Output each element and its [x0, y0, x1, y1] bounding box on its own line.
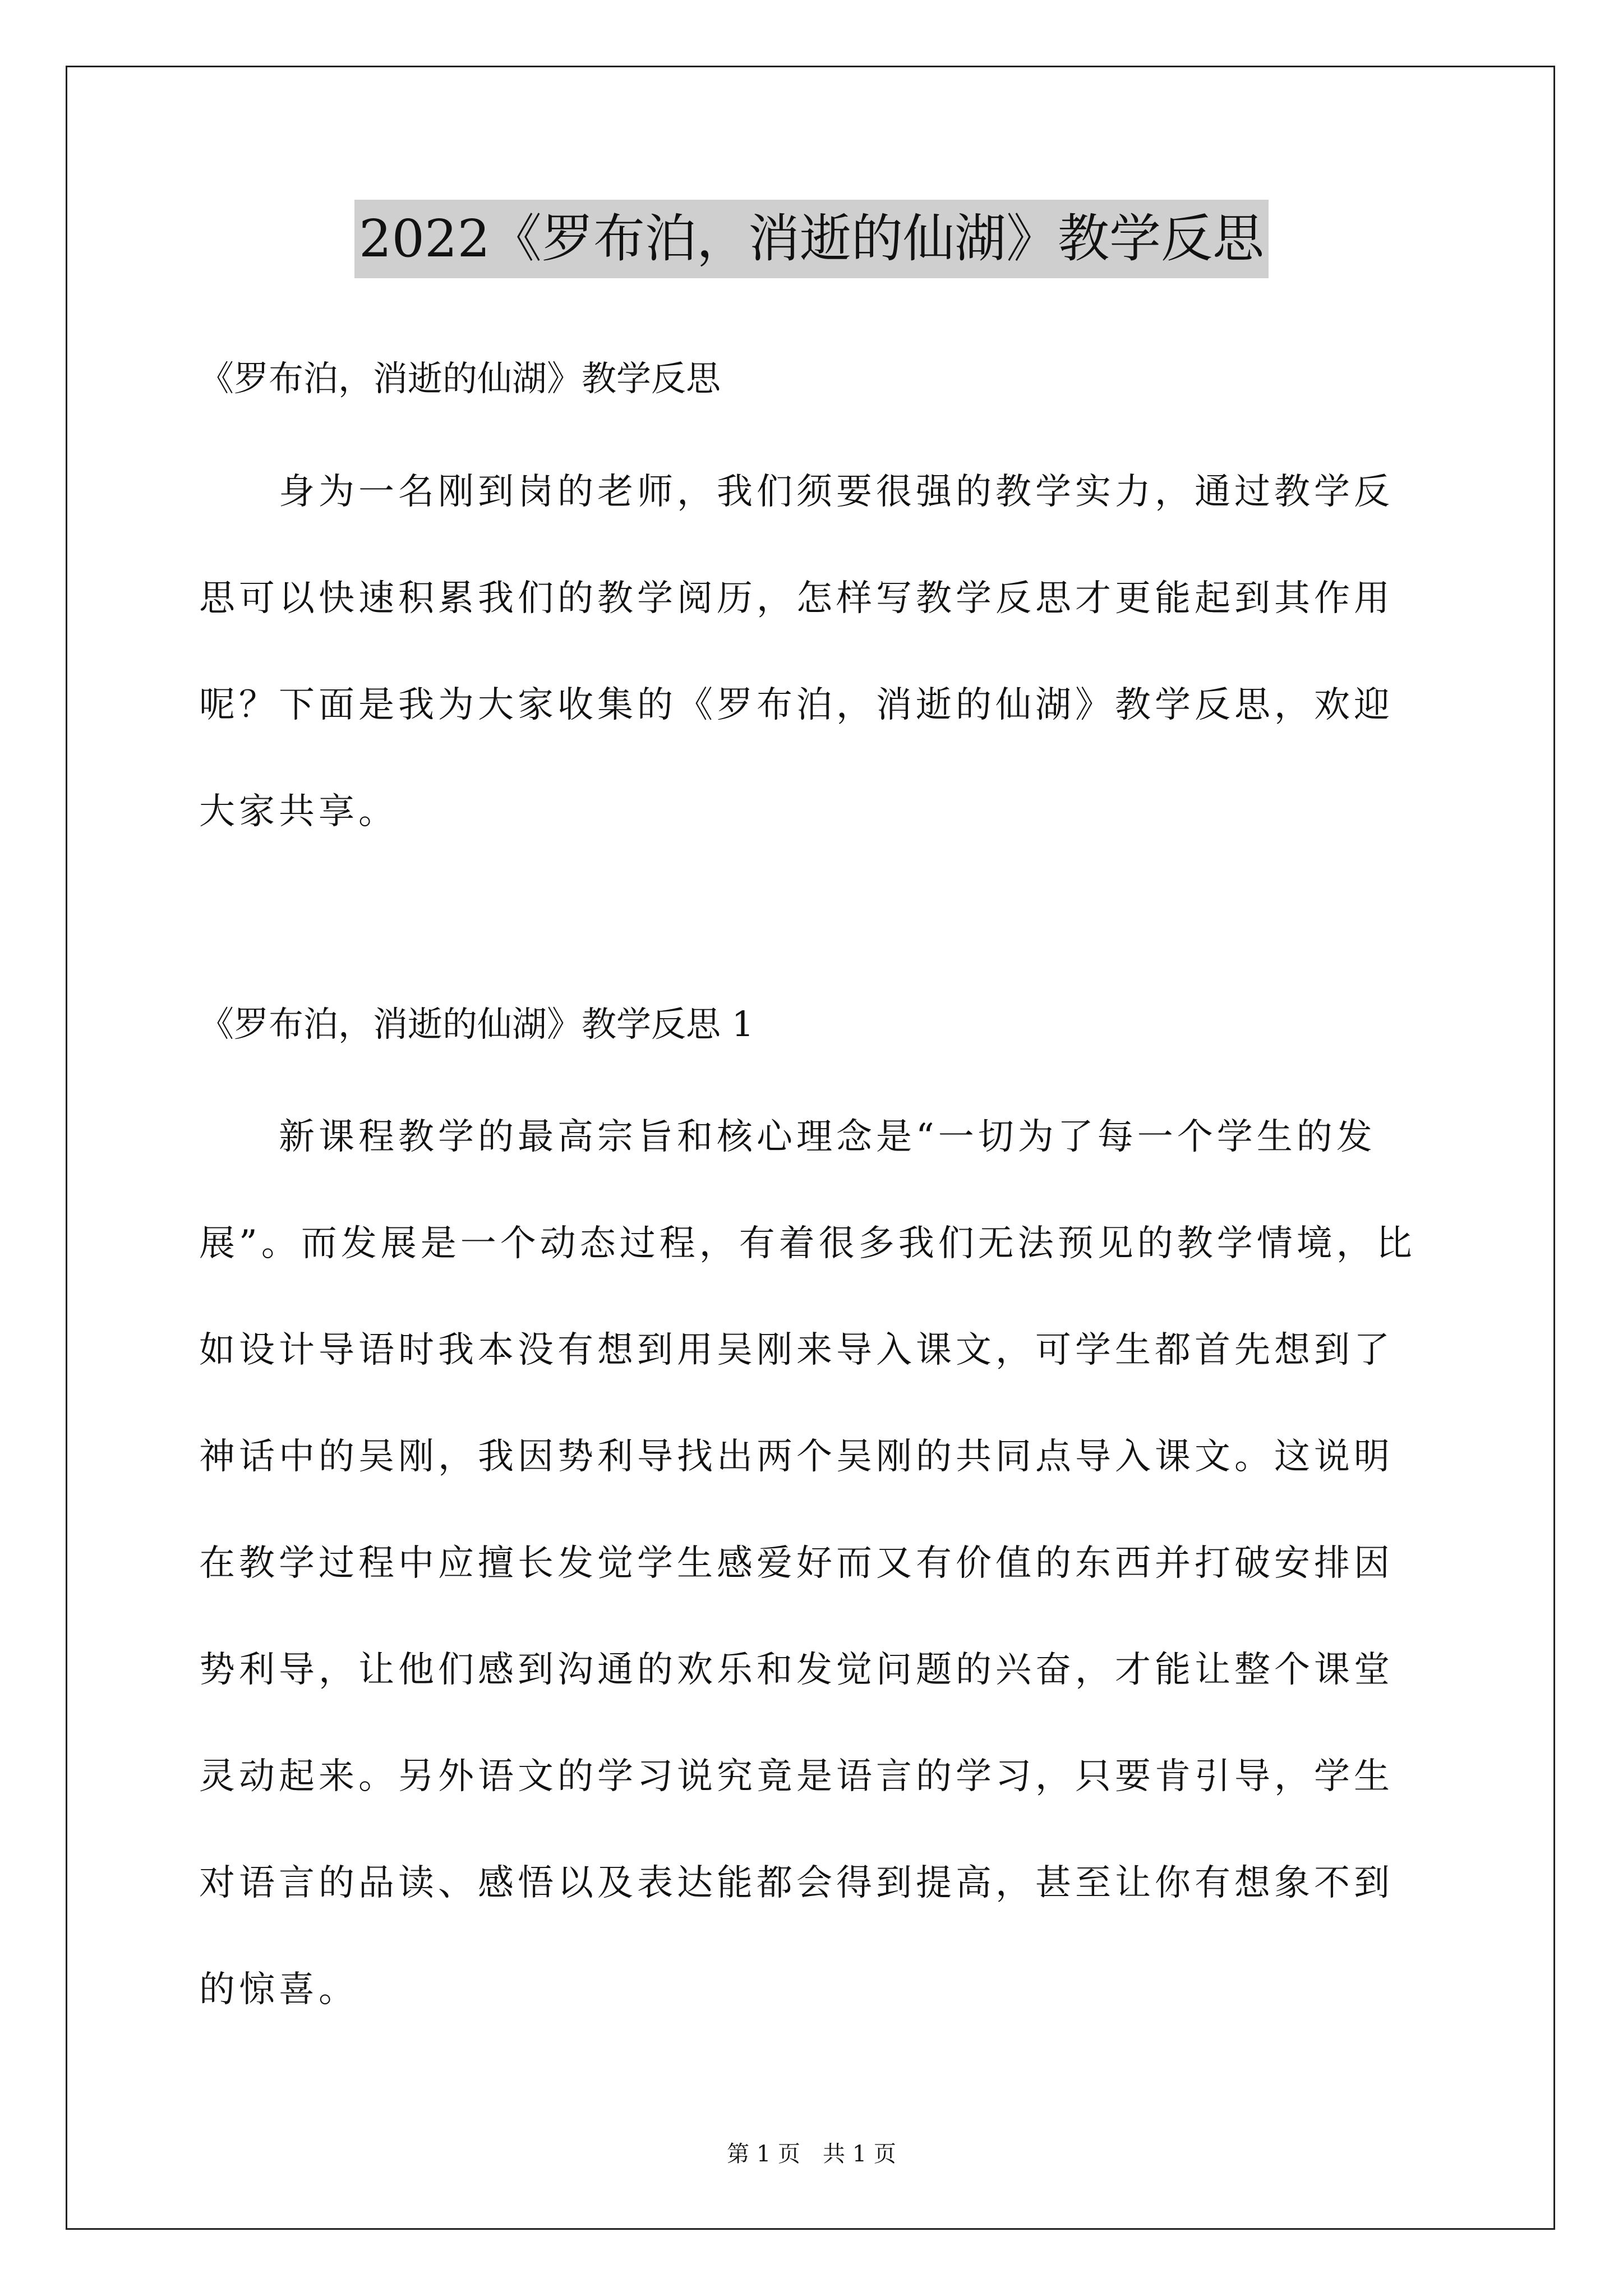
section-1-paragraph	[199, 1084, 1433, 2043]
paragraph-line: 对语言的品读、感悟以及表达能都会得到提高，甚至让你有想象不到	[199, 1862, 1394, 1904]
section-1-heading: 《罗布泊，消逝的仙湖》教学反思 1	[199, 1004, 754, 1045]
paragraph-line: 的惊喜。	[199, 1969, 358, 2010]
document-title: 2022《罗布泊，消逝的仙湖》教学反思	[354, 200, 1269, 278]
paragraph-line: 身为一名刚到岗的老师，我们须要很强的教学实力，通过教学反	[199, 471, 1394, 513]
paragraph-line: 呢？下面是我为大家收集的《罗布泊，消逝的仙湖》教学反思，欢迎	[199, 684, 1394, 726]
paragraph-line: 神话中的吴刚，我因势利导找出两个吴刚的共同点导入课文。这说明	[199, 1436, 1394, 1478]
paragraph-line: 大家共享。	[199, 791, 398, 832]
intro-heading: 《罗布泊，消逝的仙湖》教学反思	[199, 358, 721, 399]
intro-paragraph	[199, 439, 1433, 865]
paragraph-line: 展”。而发展是一个动态过程，有着很多我们无法预见的教学情境，比	[199, 1223, 1416, 1264]
paragraph-line: 灵动起来。另外语文的学习说究竟是语言的学习，只要肯引导，学生	[199, 1756, 1394, 1797]
page-footer: 第 1 页 共 1 页	[727, 2141, 896, 2167]
paragraph-line: 新课程教学的最高宗旨和核心理念是“一切为了每一个学生的发	[199, 1116, 1376, 1158]
paragraph-line: 思可以快速积累我们的教学阅历，怎样写教学反思才更能起到其作用	[199, 578, 1394, 619]
paragraph-line: 在教学过程中应擅长发觉学生感爱好而又有价值的东西并打破安排因	[199, 1543, 1394, 1584]
title-container	[0, 200, 1623, 278]
paragraph-line: 势利导，让他们感到沟通的欢乐和发觉问题的兴奋，才能让整个课堂	[199, 1649, 1394, 1691]
paragraph-line: 如设计导语时我本没有想到用吴刚来导入课文，可学生都首先想到了	[199, 1329, 1394, 1371]
